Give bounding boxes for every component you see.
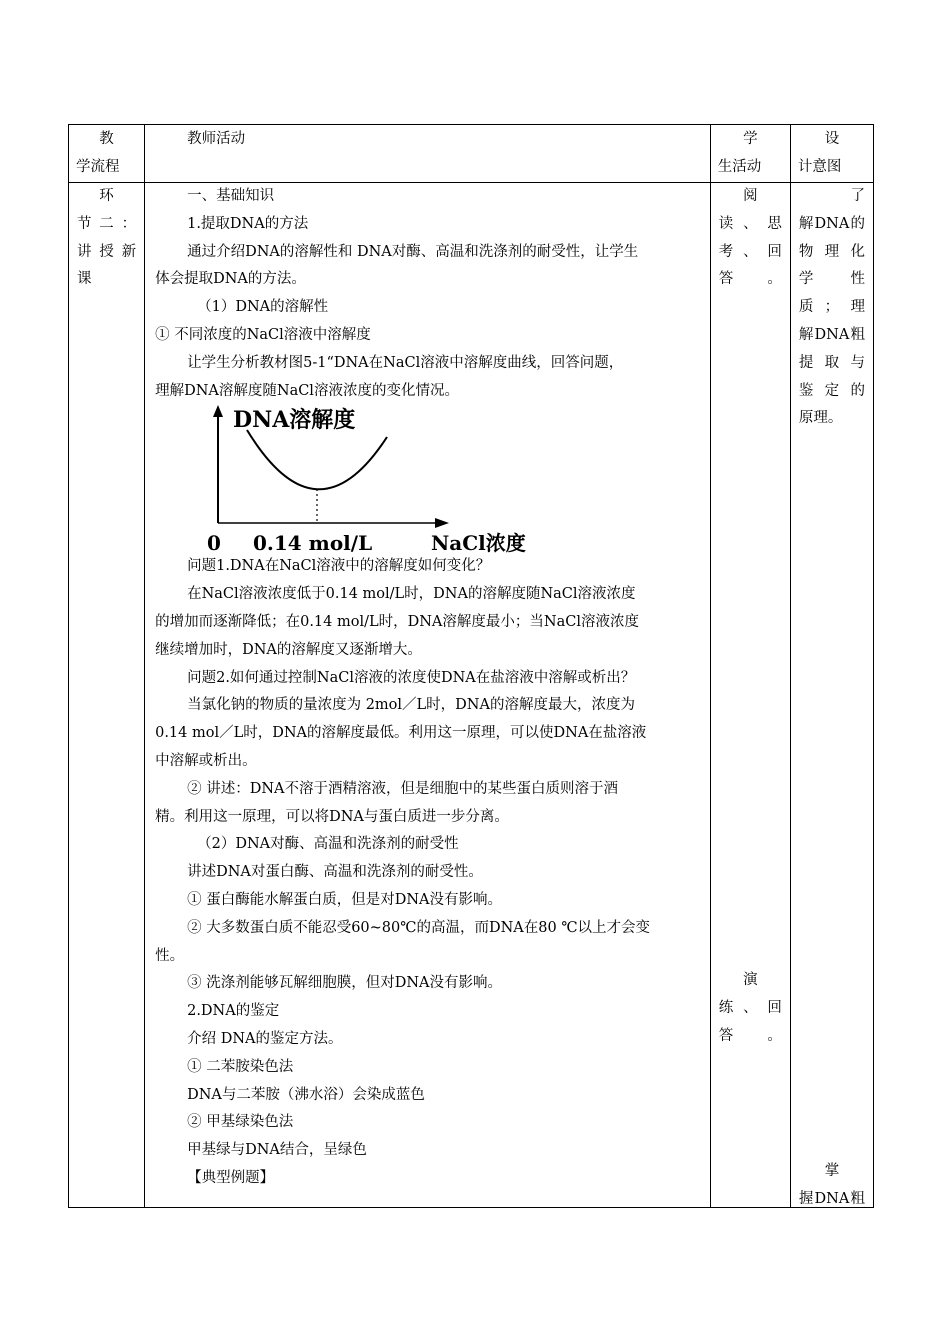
subsection-tolerance: （2）DNA对酶、高温和洗涤剂的耐受性 xyxy=(197,836,459,853)
design-intent-cell: 了 解DNA的 物理化 学 性 质；理 解DNA粗 提取与 鉴定的 原理。 掌 握DNA粗 xyxy=(790,183,873,1208)
y-axis-label: DNA溶解度 xyxy=(233,407,356,434)
subsection-method: 1.提取DNA的方法 xyxy=(187,215,309,232)
question-1: 问题1.DNA在NaCl溶液中的溶解度如何变化？ xyxy=(187,558,491,575)
subsection-solubility: （1）DNA的溶解性 xyxy=(197,299,329,316)
y-axis-arrow xyxy=(213,405,223,417)
origin-label: 0 xyxy=(207,531,222,554)
teacher-activity-cell: 一、基础知识 1.提取DNA的方法 通过介绍DNA的溶解性和 DNA对酶、高温和洗涤剂的耐受性，让学生 体会提取DNA的方法。 （1）DNA的溶解性 ① 不同浓度的NaCl溶液中溶解度 让学生分析教材图5-1“DNA在NaCl溶液中溶解度曲线，回答问题， 理解DNA溶解度随NaCl溶液浓度的变化情况。 DNA溶解度 0 0.14 mol/L NaCl浓度 问题1.DNA在NaCl溶液中的溶解度如何变化？ 在NaCl溶液浓度低于0.14 mol/L时，DNA的溶解度随NaCl溶液浓度 的增加而逐渐降低；在0.14 mol/L时，DNA溶解度最小；当NaCl溶液浓度 继续增加时，DNA的溶解度又逐渐增大。 问题2.如何通过控制NaCl溶液的浓度使DNA在盐溶液中溶解或析出？ 当氯化钠的物质的量浓度为 2mol／L时，DNA的溶解度最大，浓度为 0.14 mol／L时，DNA的溶解度最低。利用这一原理，可以使DNA在盐溶液 中溶解或析出。 ② 讲述：DNA不溶于酒精溶液，但是细胞中的某些蛋白质则溶于酒 精。利用这一原理，可以将DNA与蛋白质进一步分离。 （2）DNA对酶、高温和洗涤剂的耐受性 讲述DNA对蛋白酶、高温和洗涤剂的耐受性。 ① 蛋白酶能水解蛋白质，但是对DNA没有影响。 ② 大多数蛋白质不能忍受60~80℃的高温，而DNA在80 ℃以上才会变 性。 ③ 洗涤剂能够瓦解细胞膜，但对DNA没有影响。 2.DNA的鉴定 介绍 DNA的鉴定方法。 ① 二苯胺染色法 DNA与二苯胺（沸水浴）会染成蓝色 ② 甲基绿染色法 甲基绿与DNA结合，呈绿色 【典型例题】 xyxy=(145,183,711,1208)
student-activity-cell: 阅 读、思 考、回 答。 演 练、回 答。 xyxy=(710,183,790,1208)
x-tick-label: 0.14 mol/L xyxy=(253,531,373,554)
solubility-curve xyxy=(247,430,387,489)
header-teacher-activity: 教师活动 xyxy=(145,125,711,183)
solubility-curve-svg xyxy=(205,405,605,553)
section-title: 一、基础知识 xyxy=(187,188,275,204)
lesson-plan-table xyxy=(68,124,874,1208)
x-axis-label: NaCl浓度 xyxy=(431,531,526,554)
solubility-curve-figure xyxy=(205,405,702,553)
header-student-activity: 学 生活动 xyxy=(710,125,790,183)
subsection-identification: 2.DNA的鉴定 xyxy=(187,1003,280,1020)
typical-examples-heading: 【典型例题】 xyxy=(187,1169,275,1186)
table-body-row xyxy=(69,183,874,1208)
question-2: 问题2.如何通过控制NaCl溶液的浓度使DNA在盐溶液中溶解或析出？ xyxy=(187,669,636,686)
header-teaching-flow: 教 学流程 xyxy=(69,125,145,183)
flow-cell: 环 节二： 讲授新 课 xyxy=(69,183,145,1208)
table-header-row xyxy=(69,125,874,183)
x-axis-arrow xyxy=(435,518,449,528)
header-design-intent: 设 计意图 xyxy=(790,125,873,183)
